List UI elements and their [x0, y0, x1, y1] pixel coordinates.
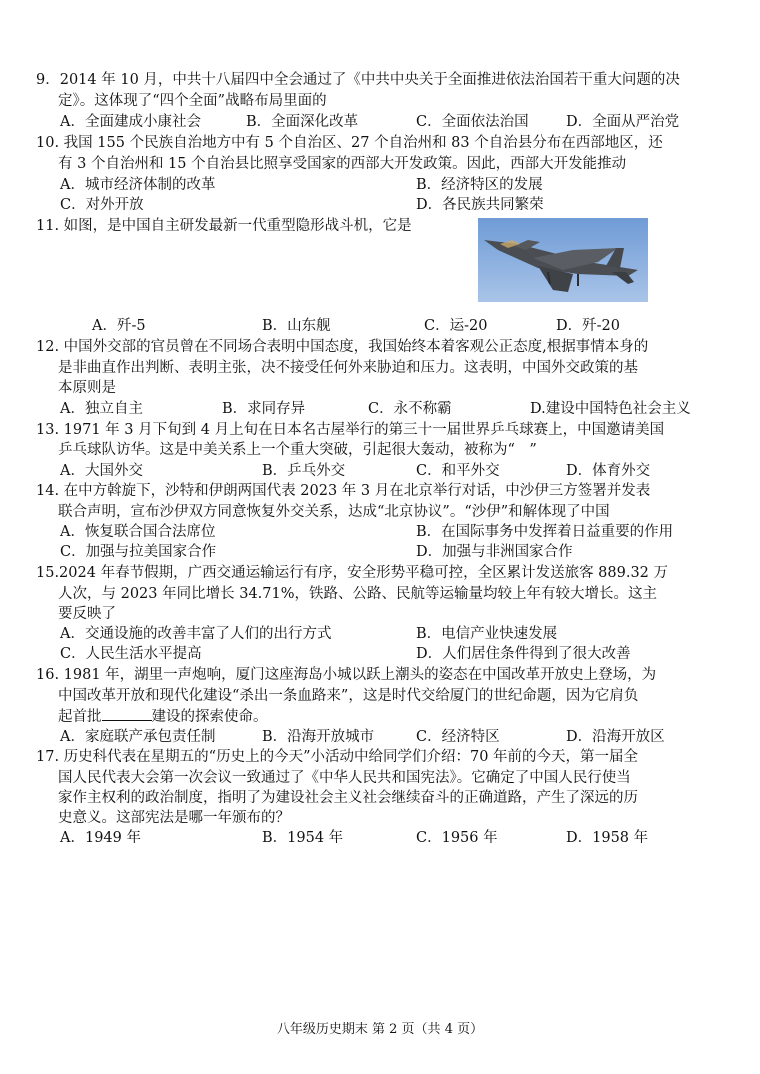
q11-option-d: D．歼-20 — [556, 318, 620, 334]
stealth-fighter-jet-icon — [478, 218, 648, 302]
q12-stem-line-3: 本原则是 — [58, 380, 116, 396]
q15-stem-line-3: 要反映了 — [58, 606, 116, 622]
q17-stem-line-3: 家作主权利的政治制度，指明了为建设社会主义社会继续奋斗的正确道路，产生了深远的历 — [58, 790, 638, 806]
q9-option-c: C．全面依法治国 — [416, 114, 529, 130]
q10-option-d: D．各民族共同繁荣 — [416, 197, 544, 213]
q15-option-b: B．电信产业快速发展 — [416, 626, 558, 642]
q14-stem-line-1: 14. 在中方斡旋下，沙特和伊朗两国代表 2023 年 3 月在北京举行对话，中沙伊三方签署并发表 — [36, 483, 651, 499]
q12-option-b: B．求同存异 — [222, 401, 306, 417]
q9-option-a: A．全面建成小康社会 — [60, 114, 201, 130]
q9-option-b: B．全面深化改革 — [246, 114, 359, 130]
q14-option-b: B．在国际事务中发挥着日益重要的作用 — [416, 524, 674, 540]
answer-blank — [102, 706, 152, 721]
q13-option-a: A．大国外交 — [60, 463, 143, 479]
q9-stem-line-2: 定》。这体现了“四个全面”战略布局里面的 — [58, 93, 327, 109]
q10-option-a: A．城市经济体制的改革 — [60, 177, 216, 193]
q10-option-c: C．对外开放 — [60, 197, 144, 213]
q16-stem-line-1: 16. 1981 年，湖里一声炮响，厦门这座海岛小城以跃上潮头的姿态在中国改革开放史上登场，为 — [36, 667, 657, 683]
q17-option-a: A．1949 年 — [60, 830, 141, 846]
q11-stem-line-1: 11. 如图，是中国自主研发最新一代重型隐形战斗机，它是 — [36, 218, 412, 234]
q17-option-b: B．1954 年 — [262, 830, 344, 846]
q13-option-d: D．体育外交 — [566, 463, 651, 479]
q17-stem-line-4: 史意义。这部宪法是哪一年颁布的？ — [58, 810, 290, 826]
q11-option-b: B．山东舰 — [262, 318, 331, 334]
q15-stem-line-1: 15.2024 年春节假期，广西交通运输运行有序，安全形势平稳可控，全区累计发送旅客 889.32 万 — [36, 565, 669, 581]
q14-option-a: A．恢复联合国合法席位 — [60, 524, 216, 540]
q16-option-b: B．沿海开放城市 — [262, 729, 375, 745]
q16-stem-line-3 — [58, 706, 268, 727]
page-footer: 八年级历史期末 第 2 页（共 4 页） — [276, 1022, 484, 1037]
q12-option-a: A．独立自主 — [60, 401, 143, 417]
q16-option-d: D．沿海开放区 — [566, 729, 665, 745]
q16-stem-after-blank: 建设的探索使命。 — [151, 709, 268, 725]
q13-stem-line-2: 乒乓球队访华。这是中美关系上一个重大突破，引起很大轰动，被称为“ ” — [58, 442, 537, 458]
q10-stem-line-2: 有 3 个自治州和 15 个自治县比照享受国家的西部大开发政策。因此，西部大开发能推动 — [58, 156, 627, 172]
q12-stem-line-1: 12. 中国外交部的官员曾在不同场合表明中国态度，我国始终本着客观公正态度,根据事情本身的 — [36, 339, 649, 355]
q12-stem-line-2: 是非曲直作出判断、表明主张，决不接受任何外来胁迫和压力。这表明，中国外交政策的基 — [58, 360, 638, 376]
q11-option-a: A．歼-5 — [92, 318, 146, 334]
q13-stem-line-1: 13. 1971 年 3 月下旬到 4 月上旬在日本名古屋举行的第三十一届世界乒乓球赛上，中国邀请美国 — [36, 422, 665, 438]
q9-option-d: D．全面从严治党 — [566, 114, 680, 130]
q12-option-d: D.建设中国特色社会主义 — [530, 401, 691, 417]
q17-stem-line-1: 17. 历史科代表在星期五的“历史上的今天”小活动中给同学们介绍：70 年前的今天，第一届全 — [36, 749, 639, 765]
q13-option-b: B．乒乓外交 — [262, 463, 346, 479]
q16-option-c: C．经济特区 — [416, 729, 500, 745]
q13-option-c: C．和平外交 — [416, 463, 500, 479]
q14-option-d: D．加强与非洲国家合作 — [416, 544, 573, 560]
q11-option-c: C．运-20 — [424, 318, 488, 334]
q16-option-a: A．家庭联产承包责任制 — [60, 729, 216, 745]
q15-option-c: C．人民生活水平提高 — [60, 646, 202, 662]
q17-stem-line-2: 国人民代表大会第一次会议一致通过了《中华人民共和国宪法》。它确定了中国人民行使当 — [58, 770, 631, 786]
q12-option-c: C．永不称霸 — [368, 401, 452, 417]
q16-stem-before-blank: 起首批 — [58, 709, 102, 725]
q10-option-b: B．经济特区的发展 — [416, 177, 543, 193]
q15-option-d: D．人们居住条件得到了很大改善 — [416, 646, 631, 662]
q14-stem-line-2: 联合声明，宣布沙伊双方同意恢复外交关系，达成“北京协议”。“沙伊”和解体现了中国 — [58, 504, 610, 520]
q9-stem-line-1: 9．2014 年 10 月，中共十八届四中全会通过了《中共中央关于全面推进依法治国若干重大问题的决 — [36, 72, 680, 88]
q14-option-c: C．加强与拉美国家合作 — [60, 544, 217, 560]
stealth-fighter-jet-photo — [478, 218, 648, 302]
q15-stem-line-2: 人次，与 2023 年同比增长 34.71%，铁路、公路、民航等运输量均较上年有较大增长。这主 — [58, 586, 658, 602]
q15-option-a: A．交通设施的改善丰富了人们的出行方式 — [60, 626, 332, 642]
q16-stem-line-2: 中国改革开放和现代化建设“杀出一条血路来”，这是时代交给厦门的世纪命题，因为它肩负 — [58, 688, 639, 704]
q17-option-d: D．1958 年 — [566, 830, 649, 846]
q10-stem-line-1: 10. 我国 155 个民族自治地方中有 5 个自治区、27 个自治州和 83 个自治县分布在西部地区，还 — [36, 135, 663, 151]
q17-option-c: C．1956 年 — [416, 830, 498, 846]
